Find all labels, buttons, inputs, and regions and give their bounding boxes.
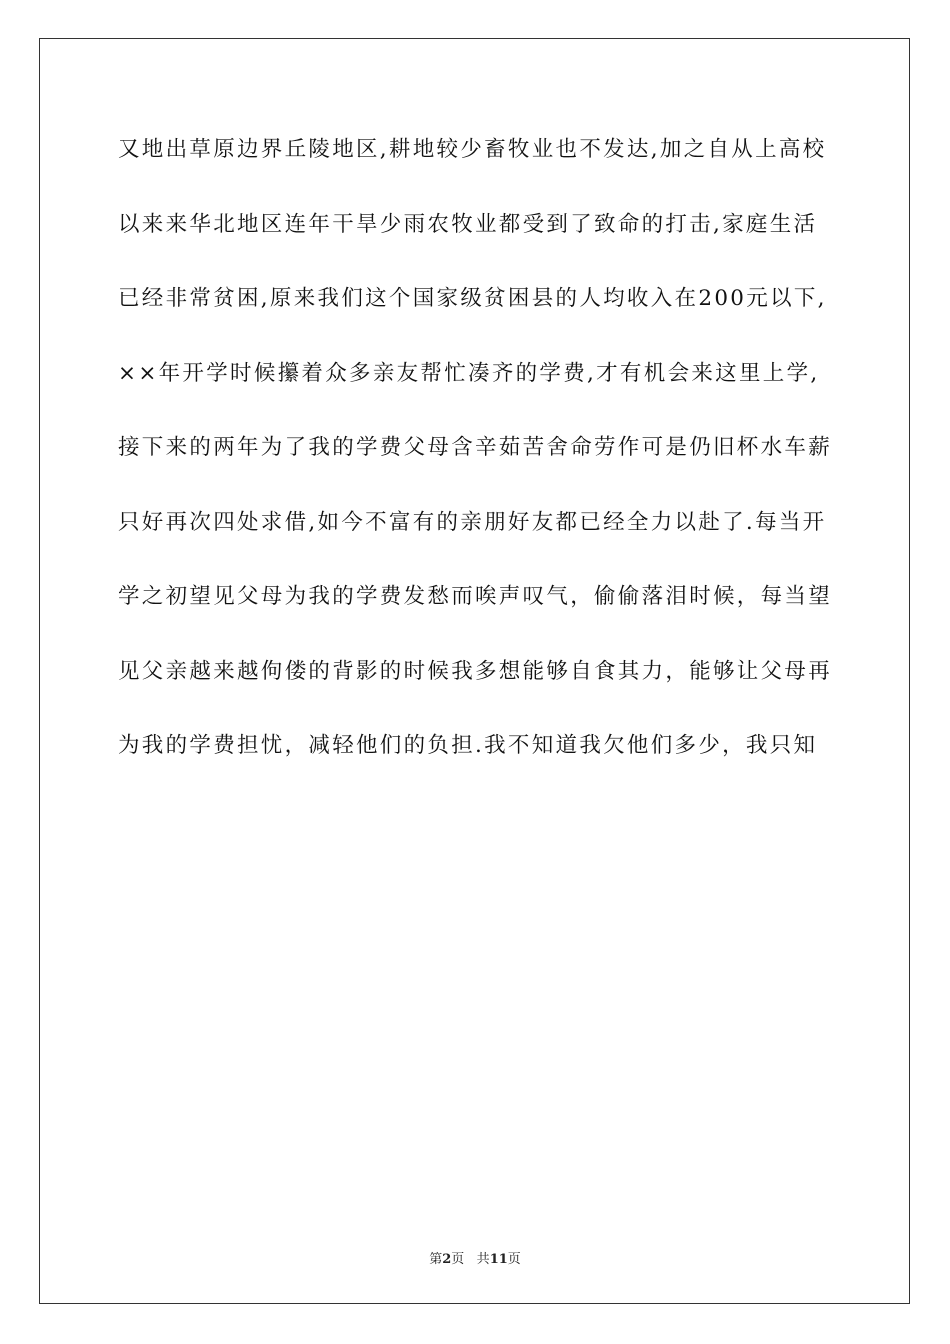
page-footer (0, 1248, 950, 1267)
text-line-2: 以来来华北地区连年干旱少雨农牧业都受到了致命的打击,家庭生活 (118, 211, 818, 237)
text-line-4: ××年开学时候攥着众多亲友帮忙凑齐的学费,才有机会来这里上学, (118, 360, 820, 386)
total-suffix: 页 (507, 1252, 521, 1267)
text-line-8: 见父亲越来越佝偻的背影的时候我多想能够自食其力，能够让父母再 (118, 658, 833, 684)
total-prefix: 共 (476, 1252, 490, 1267)
text-line-1: 又地出草原边界丘陵地区,耕地较少畜牧业也不发达,加之自从上高校 (118, 137, 827, 162)
page-prefix: 第 (429, 1252, 443, 1267)
text-line-5: 接下来的两年为了我的学费父母含辛茹苦舍命劳作可是仍旧杯水车薪 (118, 435, 833, 460)
page-number: 2 (442, 1252, 452, 1267)
text-line-6: 只好再次四处求借,如今不富有的亲朋好友都已经全力以赴了.每当开 (118, 509, 827, 535)
page-suffix: 页 (451, 1252, 465, 1267)
body-text (118, 124, 838, 795)
text-line-9: 为我的学费担忧，减轻他们的负担.我不知道我欠他们多少，我只知 (118, 733, 818, 758)
total-pages: 11 (489, 1252, 508, 1267)
text-line-3: 已经非常贫困,原来我们这个国家级贫困县的人均收入在200元以下, (118, 286, 827, 311)
text-line-7: 学之初望见父母为我的学费发愁而唉声叹气，偷偷落泪时候，每当望 (118, 584, 833, 609)
